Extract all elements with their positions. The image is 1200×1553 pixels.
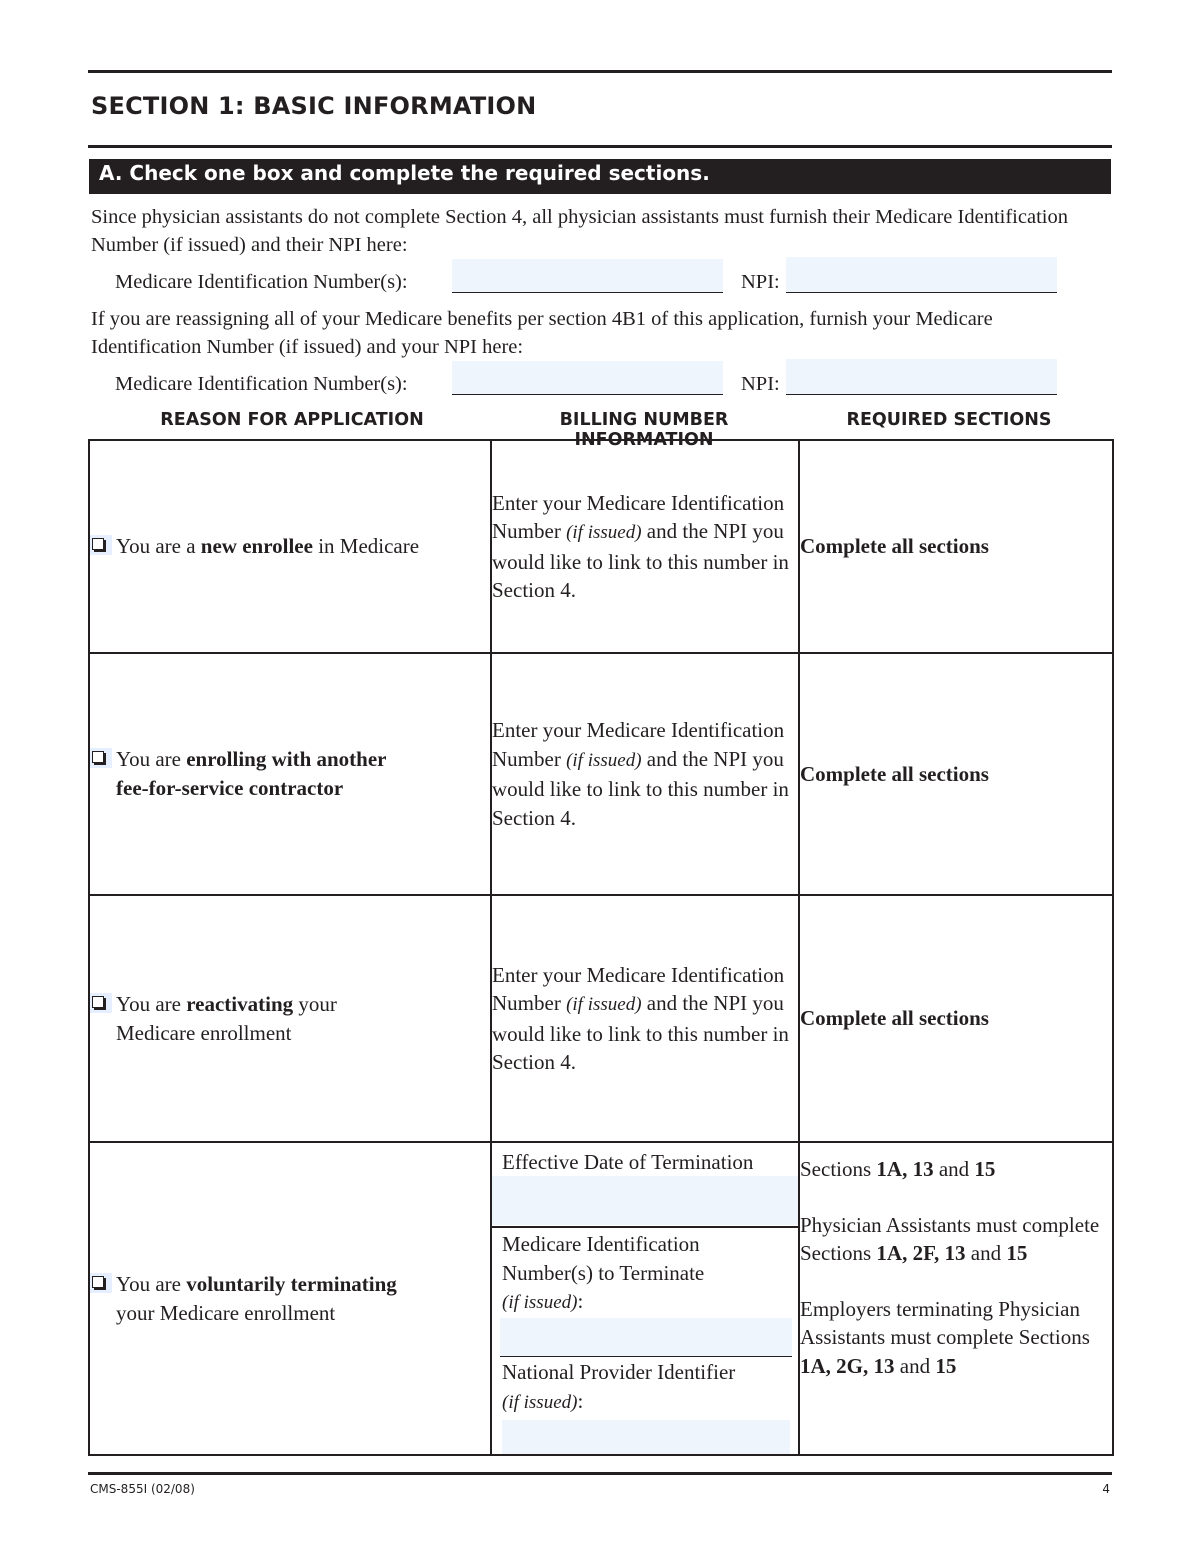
footer-rule (88, 1472, 1112, 1475)
reassign-medicare-id-input[interactable] (452, 361, 723, 395)
terminate-mid-input[interactable] (500, 1318, 792, 1357)
termination-npi-box: National Provider Identifier (if issued): (492, 1358, 798, 1456)
termination-npi-input[interactable] (502, 1420, 790, 1455)
checkbox-icon (92, 996, 104, 1008)
required-sections-physician-assistants: Physician Assistants must complete Sections 1A, 2F, 13 and 15 (800, 1212, 1100, 1265)
voluntarily-terminating-checkbox[interactable] (90, 1273, 112, 1293)
another-contractor-checkbox[interactable] (90, 748, 112, 768)
pa-medicare-id-label: Medicare Identification Number(s): (115, 271, 408, 293)
pa-npi-input[interactable] (786, 257, 1057, 293)
required-sections-cell: Complete all sections (799, 895, 1113, 1142)
reassign-paragraph: If you are reassigning all of your Medicare benefits per section 4B1 of this application, furnish your Medicare Identification Number (if issued) and your NPI here: (91, 308, 993, 358)
table-row-new-enrollee (89, 440, 1113, 653)
column-header-reason: REASON FOR APPLICATION (160, 410, 424, 430)
reason-cell: You are voluntarily terminating your Medicare enrollment (89, 1142, 491, 1455)
reason-cell: You are reactivating your Medicare enrollment (89, 895, 491, 1142)
required-sections-employers: Employers terminating Physician Assistants must complete Sections 1A, 2G, 13 and 15 (800, 1296, 1090, 1378)
new-enrollee-checkbox[interactable] (90, 535, 112, 555)
reassign-npi-label: NPI: (741, 373, 780, 395)
title-underline-rule (88, 145, 1112, 148)
reason-cell: You are a new enrollee in Medicare (89, 440, 491, 653)
reassign-npi-input[interactable] (786, 359, 1057, 395)
billing-cell: Enter your Medicare Identification Number (if issued) and the NPI you would like to link to this number in Section 4. (491, 653, 799, 895)
pa-medicare-id-input[interactable] (452, 259, 723, 293)
subsection-bar: A. Check one box and complete the required sections. (89, 159, 1111, 194)
application-reason-table (88, 439, 1114, 1456)
intro-paragraph: Since physician assistants do not complete Section 4, all physician assistants must furnish their Medicare Identification Number (if issued) and their NPI here: (91, 206, 1068, 256)
checkbox-icon (92, 751, 104, 763)
page-number: 4 (1102, 1482, 1110, 1496)
billing-cell: Enter your Medicare Identification Number (if issued) and the NPI you would like to link to this number in Section 4. (491, 440, 799, 653)
table-row-reactivating (89, 895, 1113, 1142)
effective-date-box: Effective Date of Termination (492, 1143, 798, 1228)
pa-npi-label: NPI: (741, 271, 780, 293)
reason-cell: You are enrolling with another fee-for-service contractor (89, 653, 491, 895)
required-sections-general: Sections 1A, 13 and 15 (800, 1157, 996, 1181)
billing-cell: Enter your Medicare Identification Number (if issued) and the NPI you would like to link to this number in Section 4. (491, 895, 799, 1142)
section-title: SECTION 1: BASIC INFORMATION (91, 92, 537, 120)
column-header-billing: BILLING NUMBER INFORMATION (559, 410, 729, 450)
termination-billing-cell (491, 1142, 799, 1455)
required-sections-cell: Complete all sections (799, 653, 1113, 895)
table-row-voluntarily-terminating (89, 1142, 1113, 1455)
column-header-required: REQUIRED SECTIONS (846, 410, 1052, 430)
table-row-another-contractor (89, 653, 1113, 895)
form-id: CMS-855I (02/08) (90, 1482, 195, 1496)
terminate-mid-box: Medicare Identification Number(s) to Terminate (if issued): (492, 1228, 798, 1358)
top-rule (88, 70, 1112, 73)
effective-date-input[interactable] (492, 1176, 798, 1225)
reassign-medicare-id-label: Medicare Identification Number(s): (115, 373, 408, 395)
checkbox-icon (92, 538, 104, 550)
termination-required-sections-cell (799, 1142, 1113, 1455)
reactivating-checkbox[interactable] (90, 993, 112, 1013)
checkbox-icon (92, 1276, 104, 1288)
required-sections-cell: Complete all sections (799, 440, 1113, 653)
